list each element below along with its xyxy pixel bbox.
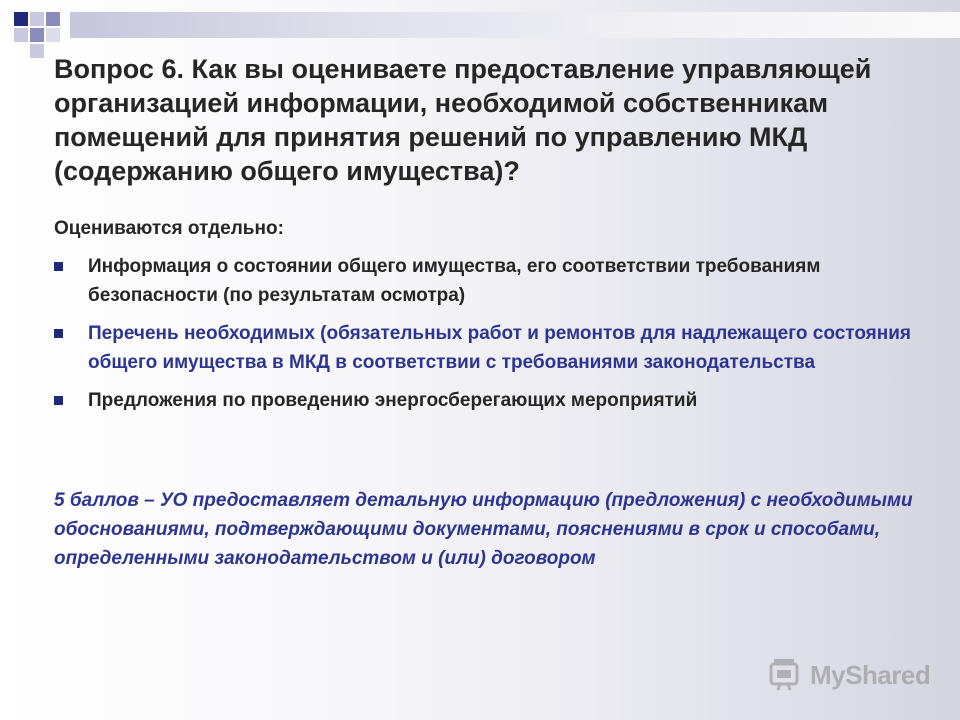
watermark-text: MyShared bbox=[810, 659, 931, 690]
deco-square bbox=[30, 12, 44, 26]
deco-square bbox=[14, 12, 28, 26]
myshared-logo-icon bbox=[768, 658, 804, 692]
bullet-text: Предложения по проведению энергосберегающих мероприятий bbox=[88, 390, 698, 411]
slide-subtitle: Оцениваются отдельно: bbox=[54, 218, 284, 239]
watermark bbox=[768, 658, 930, 692]
bullet-marker-icon bbox=[54, 262, 63, 271]
deco-square bbox=[30, 28, 44, 42]
bullet-marker-icon bbox=[54, 396, 63, 405]
header-band bbox=[70, 12, 960, 38]
bullet-marker-icon bbox=[54, 329, 63, 338]
deco-square bbox=[46, 12, 60, 26]
deco-square bbox=[14, 28, 28, 42]
deco-square bbox=[46, 28, 60, 42]
bullet-list bbox=[54, 252, 914, 424]
bullet-text: Информация о состоянии общего имущества, его соответствии требованиям безопасности (по результатам осмотра) bbox=[88, 256, 821, 306]
bullet-text: Перечень необходимых (обязательных работ и ремонтов для надлежащего состояния общего имущества в МКД в соответствии с требованиями законодательства bbox=[88, 323, 912, 373]
slide-title: Вопрос 6. Как вы оцениваете предоставление управляющей организацией информации, необходимой собственникам помещений для принятия решений по управлению МКД (содержанию общего имущества)? bbox=[54, 54, 872, 186]
bullet-item bbox=[54, 252, 914, 310]
deco-square bbox=[30, 44, 44, 58]
bullet-item bbox=[54, 319, 914, 377]
bullet-item bbox=[54, 386, 914, 415]
scoring-note: 5 баллов – УО предоставляет детальную информацию (предложения) с необходимыми обоснованиями, подтверждающими документами, пояснениями в срок и способами, определенными законодательством и (или) договором bbox=[54, 490, 913, 569]
